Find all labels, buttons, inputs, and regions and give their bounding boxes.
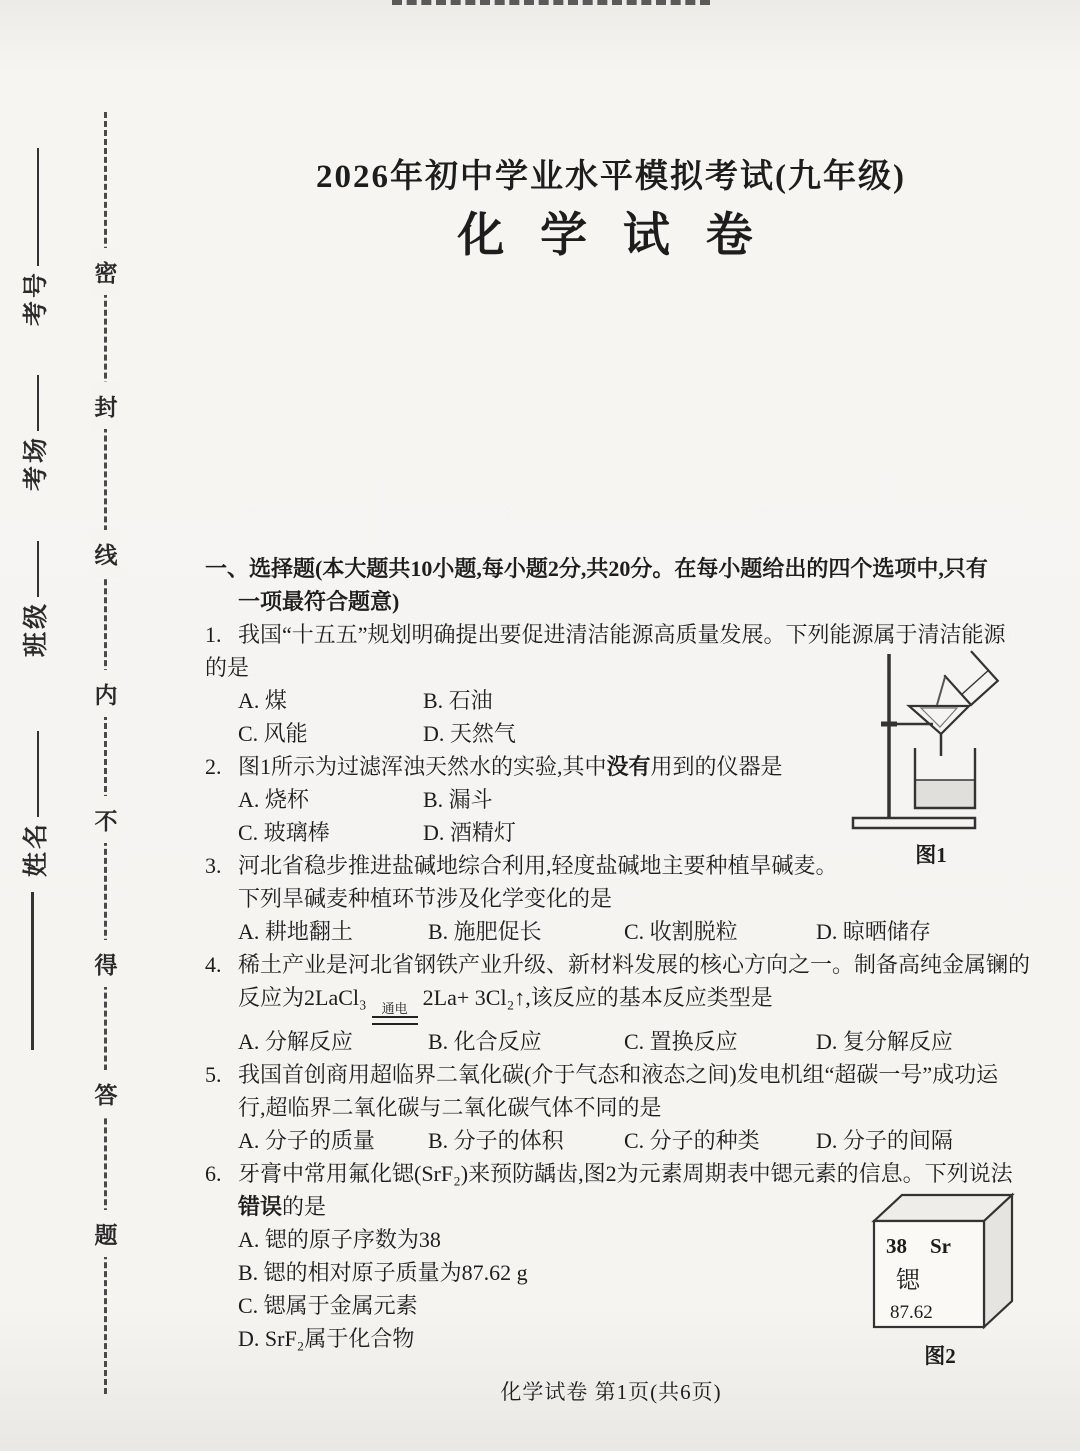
option-b: B. 分子的体积 bbox=[428, 1128, 564, 1153]
seal-char: 答 bbox=[92, 1070, 120, 1117]
seal-dashed-line bbox=[104, 112, 107, 1394]
figure-1-caption: 图1 bbox=[915, 843, 947, 867]
option-a: A. 分子的质量 bbox=[238, 1128, 375, 1153]
atomic-mass: 87.62 bbox=[890, 1302, 933, 1323]
section-heading: 一、选择题(本大题共10小题,每小题2分,共20分。在每小题给出的四个选项中,只有 bbox=[205, 556, 988, 581]
option-a: A. 耕地翻土 bbox=[238, 919, 353, 944]
seal-label-text: 班级 bbox=[23, 600, 50, 657]
question-5 bbox=[205, 1058, 1023, 1157]
question-4 bbox=[205, 948, 1031, 1058]
seal-char: 不 bbox=[92, 796, 120, 843]
seal-underline bbox=[31, 892, 34, 1050]
seal-underline bbox=[37, 731, 39, 817]
question-2 bbox=[205, 750, 1023, 849]
option-b: B. 石油 bbox=[423, 688, 493, 713]
seal-label-text: 姓名 bbox=[23, 820, 50, 877]
seal-label-text: 考场 bbox=[23, 434, 50, 491]
question-text bbox=[205, 849, 1023, 882]
option-d: D. 分子的间隔 bbox=[816, 1128, 953, 1153]
exam-title: 2026年初中学业水平模拟考试(九年级) bbox=[316, 159, 906, 195]
question-text bbox=[205, 618, 1023, 651]
option-a: A. 锶的原子序数为38 bbox=[238, 1227, 441, 1252]
question-area bbox=[205, 552, 1031, 1355]
option-c: C. 收割脱粒 bbox=[624, 919, 738, 944]
option-d: D. SrF₂属于化合物 bbox=[238, 1326, 415, 1351]
question-text-line: 我国“十五五”规划明确提出要促进清洁能源高质量发展。下列能源属于清洁能源 bbox=[238, 622, 1006, 647]
seal-underline bbox=[37, 148, 39, 266]
option-c: C. 玻璃棒 bbox=[238, 820, 330, 845]
question-number: 3. bbox=[205, 853, 222, 878]
option-d: D. 天然气 bbox=[423, 721, 516, 746]
option-c: C. 置换反应 bbox=[624, 1029, 738, 1054]
question-text-cont: 行,超临界二氧化碳与二氧化碳气体不同的是 bbox=[238, 1095, 662, 1120]
question-text bbox=[205, 1058, 1023, 1091]
question-6 bbox=[205, 1157, 1023, 1355]
option-a: A. 分解反应 bbox=[238, 1029, 353, 1054]
seal-char: 得 bbox=[92, 940, 120, 987]
section-heading-cont: 一项最符合题意) bbox=[238, 589, 400, 614]
condition-label: 通电 bbox=[381, 1001, 408, 1016]
option-c: C. 分子的种类 bbox=[624, 1128, 760, 1153]
seal-underline bbox=[37, 541, 39, 597]
seal-char: 封 bbox=[92, 382, 120, 429]
options bbox=[205, 1223, 1023, 1355]
options bbox=[205, 915, 1023, 948]
seal-label-kaochang bbox=[16, 375, 52, 491]
options bbox=[205, 684, 1023, 750]
question-1 bbox=[205, 618, 1023, 750]
question-3 bbox=[205, 849, 1023, 948]
equation-right: 2La+ 3Cl₂↑,该反应的基本反应类型是 bbox=[422, 985, 773, 1010]
option-d: D. 复分解反应 bbox=[816, 1029, 953, 1054]
seal-underline bbox=[37, 375, 39, 431]
seal-char: 密 bbox=[92, 248, 120, 295]
question-text-cont bbox=[205, 1190, 1023, 1223]
equation-left: 反应为2LaCl₃ bbox=[238, 985, 367, 1010]
question-number: 1. bbox=[205, 622, 222, 647]
question-text-line bbox=[238, 750, 1023, 783]
question-text-cont: 的是 bbox=[205, 655, 250, 680]
equals-double-line bbox=[372, 1016, 418, 1025]
question-text-cont: 下列旱碱麦种植环节涉及化学变化的是 bbox=[238, 886, 613, 911]
seal-label-banji bbox=[16, 541, 52, 657]
element-name: 锶 bbox=[896, 1268, 920, 1294]
seal-label-xingming bbox=[16, 731, 52, 877]
seal-char: 题 bbox=[92, 1210, 120, 1257]
question-number: 2. bbox=[205, 754, 222, 779]
text-segment: 的是 bbox=[282, 1194, 327, 1219]
seal-char: 内 bbox=[92, 670, 120, 717]
question-text bbox=[205, 750, 1023, 783]
option-b: B. 锶的相对原子质量为87.62 g bbox=[238, 1260, 528, 1285]
atomic-number: 38 bbox=[886, 1234, 907, 1258]
option-d: D. 酒精灯 bbox=[423, 820, 516, 845]
question-text bbox=[205, 1157, 1023, 1190]
emphasized-text: 错误 bbox=[238, 1194, 283, 1219]
page-footer: 化学试卷 第1页(共6页) bbox=[500, 1380, 722, 1404]
question-text bbox=[205, 948, 1031, 981]
option-b: B. 化合反应 bbox=[428, 1029, 542, 1054]
seal-char: 线 bbox=[92, 530, 120, 577]
question-number: 4. bbox=[205, 952, 222, 977]
options bbox=[205, 1124, 1023, 1157]
option-c: C. 风能 bbox=[238, 721, 308, 746]
seal-label-kaohao bbox=[16, 148, 52, 326]
figure-2-caption: 图2 bbox=[924, 1344, 956, 1368]
option-b: B. 漏斗 bbox=[423, 787, 493, 812]
option-a: A. 烧杯 bbox=[238, 787, 309, 812]
question-text-line: 河北省稳步推进盐碱地综合利用,轻度盐碱地主要种植旱碱麦。 bbox=[238, 853, 838, 878]
reaction-equation bbox=[205, 981, 1023, 1025]
option-a: A. 煤 bbox=[238, 688, 287, 713]
options bbox=[205, 783, 1023, 849]
emphasized-text: 没有 bbox=[606, 754, 651, 779]
question-number: 6. bbox=[205, 1161, 222, 1186]
option-c: C. 锶属于金属元素 bbox=[238, 1293, 418, 1318]
option-d: D. 晾晒储存 bbox=[816, 919, 931, 944]
subject-title: 化 学 试 卷 bbox=[457, 210, 765, 262]
question-text-line: 牙膏中常用氟化锶(SrF₂)来预防龋齿,图2为元素周期表中锶元素的信息。下列说法 bbox=[238, 1161, 1013, 1186]
top-edge-dashed-line bbox=[392, 0, 710, 5]
question-number: 5. bbox=[205, 1062, 222, 1087]
reaction-condition bbox=[372, 1002, 418, 1025]
question-text-line: 我国首创商用超临界二氧化碳(介于气态和液态之间)发电机组“超碳一号”成功运 bbox=[238, 1062, 999, 1087]
seal-label-text: 考号 bbox=[23, 269, 50, 326]
question-text-line: 稀土产业是河北省钢铁产业升级、新材料发展的核心方向之一。制备高纯金属镧的 bbox=[238, 952, 1031, 977]
text-segment: 用到的仪器是 bbox=[650, 754, 783, 779]
options bbox=[205, 1025, 1023, 1058]
element-symbol: Sr bbox=[930, 1234, 951, 1258]
option-b: B. 施肥促长 bbox=[428, 919, 542, 944]
text-segment: 图1所示为过滤浑浊天然水的实验,其中 bbox=[238, 754, 607, 779]
